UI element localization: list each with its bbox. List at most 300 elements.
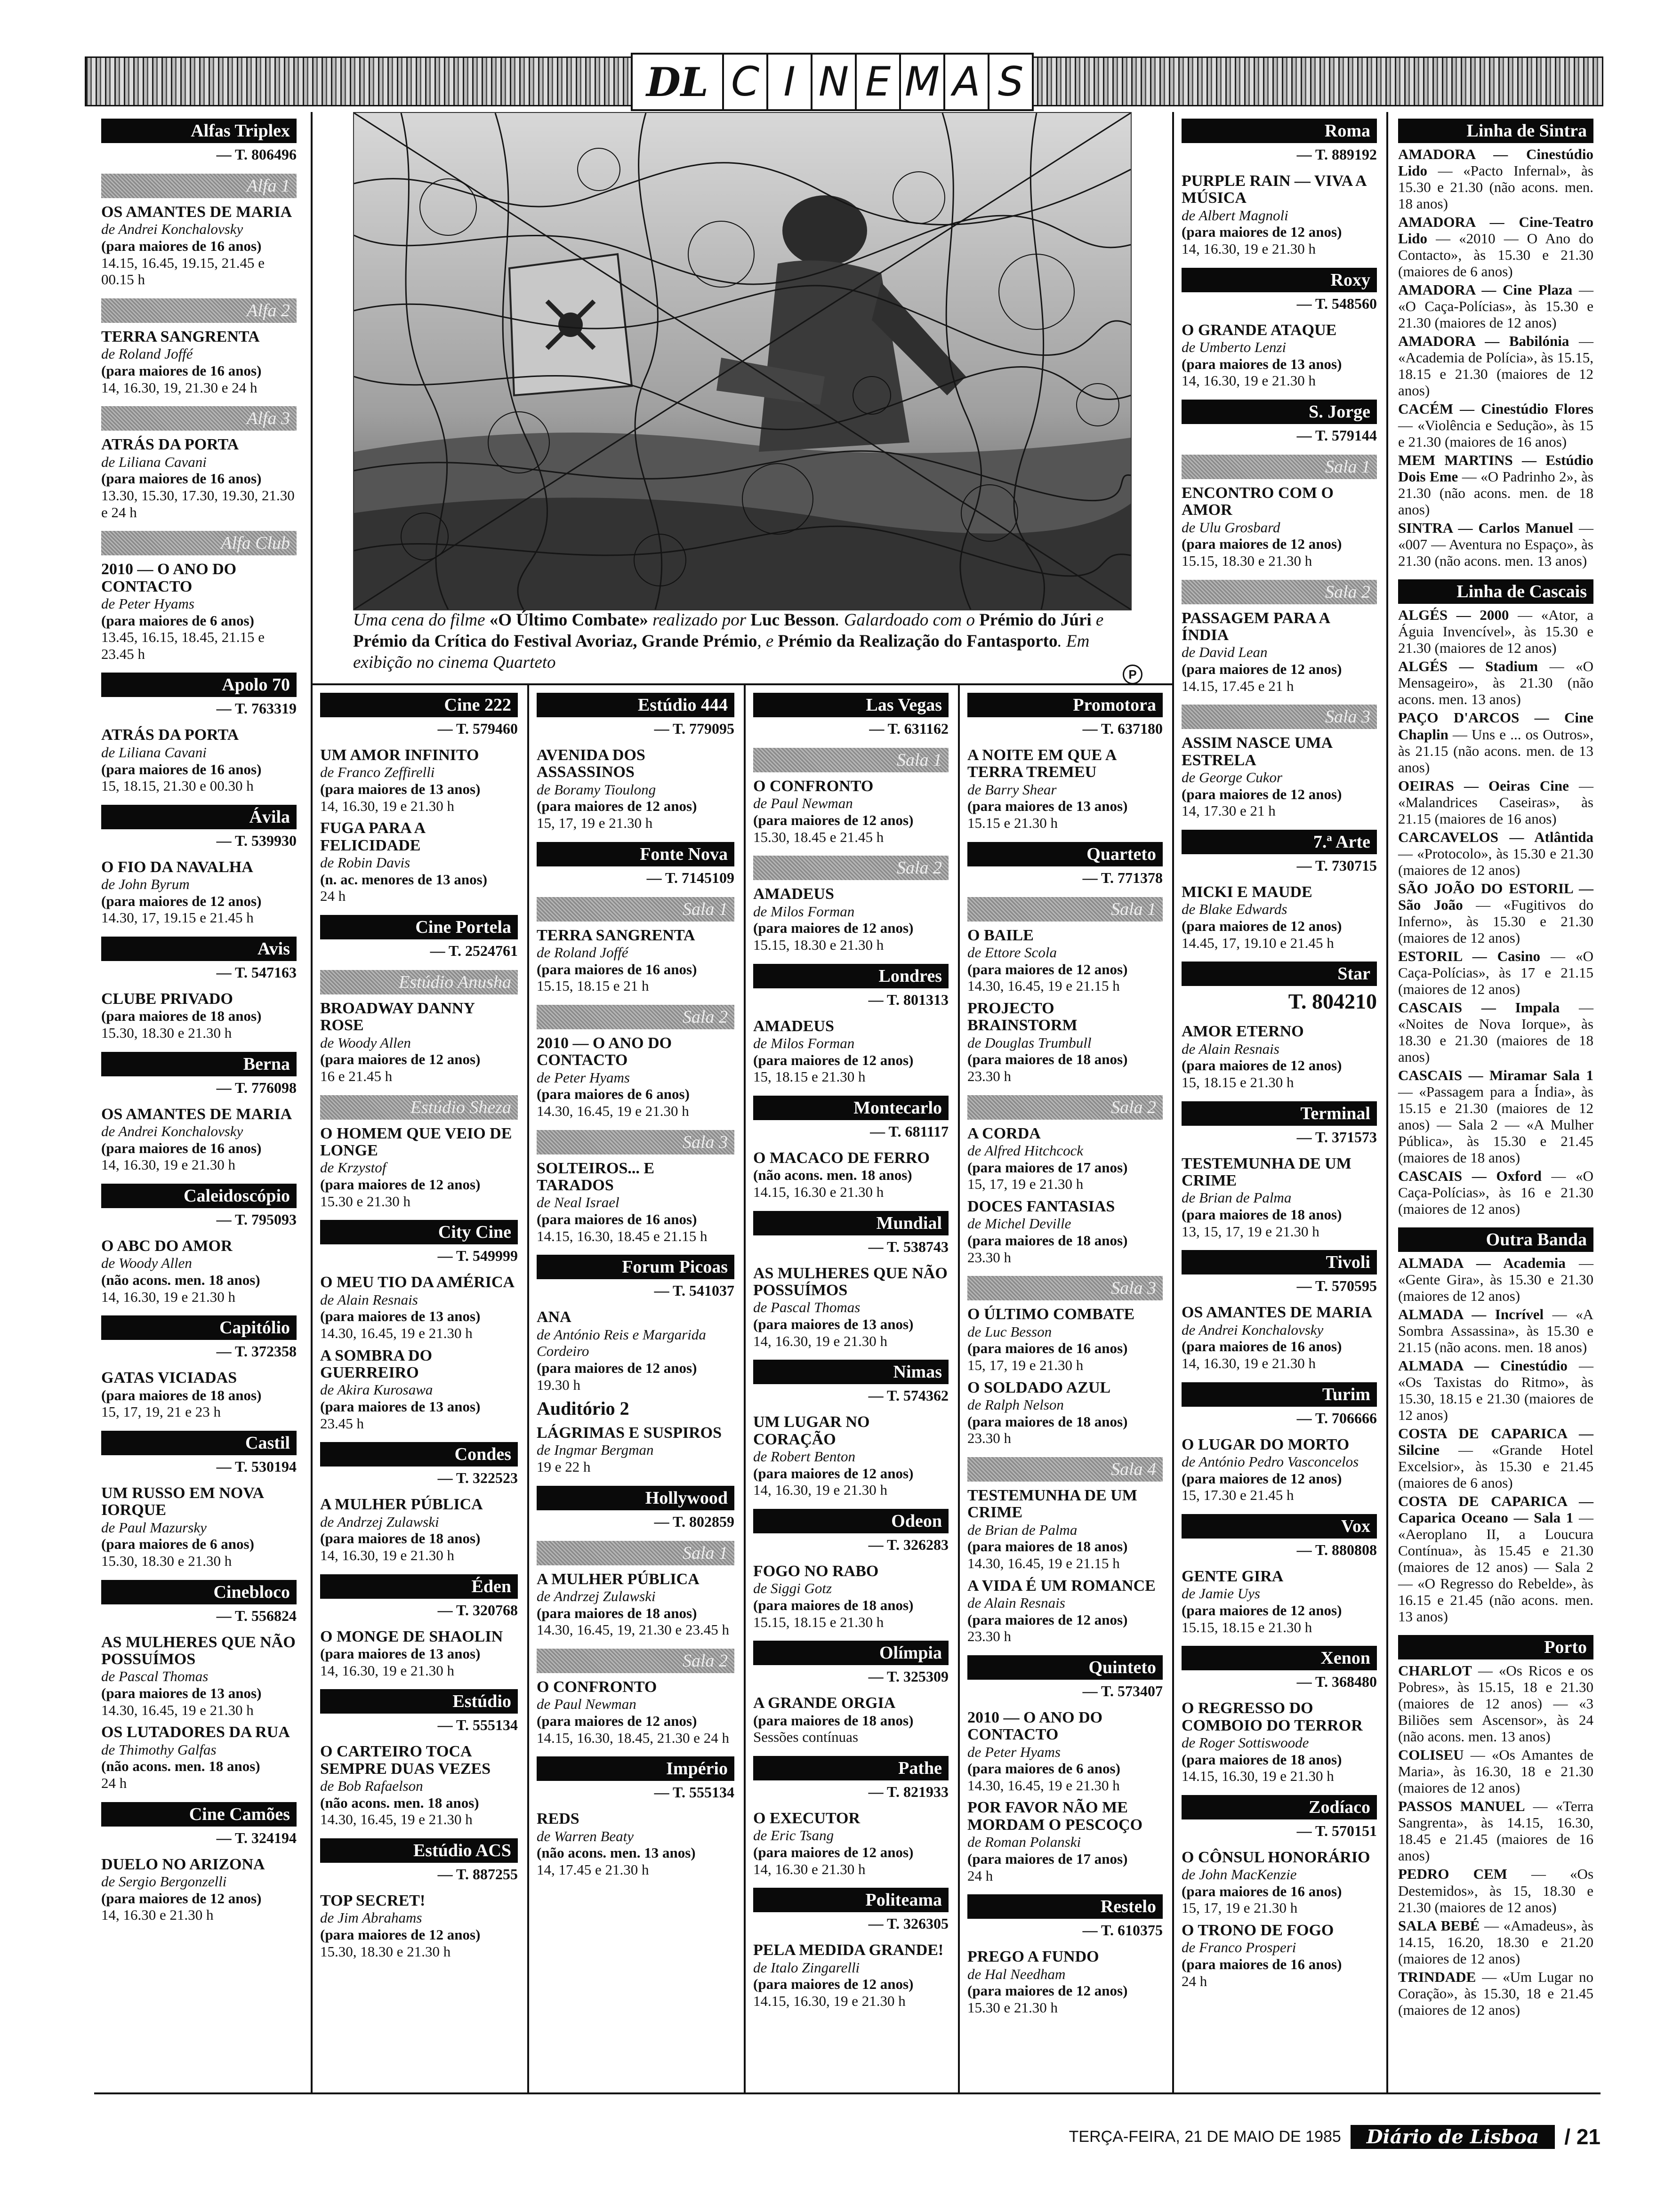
age-rating: (para maiores de 12 anos) [753,1976,914,1993]
film-director: de Hal Needham [967,1965,1066,1982]
cinema-phone: T. 804210 [1288,989,1377,1014]
showtimes: 24 h [101,1774,127,1791]
cinema-header: Olímpia [753,1641,949,1665]
film-title: LÁGRIMAS E SUSPIROS [537,1424,722,1442]
film-title: ATRÁS DA PORTA [101,436,239,454]
film-director: de António Pedro Vasconcelos [1182,1453,1359,1470]
cinema-header: Tivoli [1182,1250,1377,1274]
showtimes: 23.30 h [967,1068,1011,1084]
screen-header: Sala 1 [537,897,734,922]
film-director: de Andrei Konchalovsky [101,1123,243,1140]
film-title: A NOITE EM QUE A TERRA TREMEU [967,746,1116,781]
film-director: de Paul Newman [753,795,853,812]
cinema-phone: — T. 324194 [216,1829,297,1846]
cinema-phone: — T. 889192 [1296,146,1377,163]
caption-text: . Galardoado com o [835,610,980,630]
age-rating: (para maiores de 13 anos) [753,1315,914,1332]
film-director: de Brian de Palma [967,1521,1078,1538]
regional-venue: ALGÉS — 2000 [1398,607,1509,624]
cinema-header: Promotora [967,693,1163,717]
film-director: de Ralph Nelson [967,1396,1064,1413]
age-rating: (não acons. men. 13 anos) [537,1844,696,1861]
showtimes: 14, 16.30, 19 e 21.30 h [101,1156,236,1173]
regional-details: — «Terra Sangrenta», às 14.15, 16.30, 18.45 e 21.45 (maiores de 16 anos) [1398,1798,1593,1864]
showtimes: 14.30, 16.45, 19 e 21.30 h [101,1701,254,1718]
film-director: de Jamie Uys [1182,1585,1260,1602]
showtimes: 14, 16.30, 19 e 21.30 h [320,1547,455,1563]
age-rating: (para maiores de 17 anos) [967,1159,1128,1176]
showtimes: 14, 17.30 e 21 h [1182,802,1276,819]
cinema-header: Estúdio [320,1689,518,1714]
cinema-header: 7.ª Arte [1182,830,1377,854]
column-rule [527,685,529,2093]
screen-header: Sala 1 [967,897,1163,922]
regional-venue: AMADORA — Cine Plaza [1398,281,1573,298]
cinema-phone: — T. 320768 [437,1601,518,1619]
regional-listing [1398,214,1593,280]
regional-listing [1398,401,1593,450]
cinema-phone: — T. 771378 [1082,869,1163,886]
age-rating: (para maiores de 6 anos) [537,1086,690,1103]
age-rating: (para maiores de 13 anos) [101,1685,262,1702]
regional-venue: CARCAVELOS — Atlântida [1398,828,1593,845]
age-rating: (para maiores de 18 anos) [967,1413,1128,1430]
cinema-phone: — T. 549999 [437,1247,518,1265]
film-title: OS AMANTES DE MARIA [101,203,292,221]
film-title: AS MULHERES QUE NÃO POSSUÍMOS [753,1264,948,1299]
film-director: de Peter Hyams [537,1069,630,1086]
screen-header: Estúdio Sheza [320,1095,518,1120]
column-rule [1386,112,1388,2093]
film-director: de Peter Hyams [101,595,194,612]
regional-listing [1398,1168,1593,1217]
film-director: de Roland Joffé [537,944,628,961]
regional-details: — «O Padrinho 2», às 21.30 (não acons. men. de 18 anos) [1398,468,1593,518]
showtimes: 14.15, 16.30, 19 e 21.30 h [1182,1768,1334,1785]
showtimes: 23.30 h [967,1430,1011,1447]
film-director: de Pascal Thomas [101,1668,209,1685]
film-title: Auditório 2 [537,1398,629,1419]
age-rating: (para maiores de 12 anos) [753,1843,914,1860]
regional-venue: COLISEU [1398,1747,1464,1763]
showtimes: 24 h [320,888,346,905]
film-director: de Milos Forman [753,1034,855,1051]
photo-credit-mark: P [1123,665,1142,684]
cinema-header: Império [537,1756,734,1781]
film-title: O CONFRONTO [753,777,874,795]
film-title: TERRA SANGRENTA [537,926,695,944]
film-director: de Barry Shear [967,781,1057,798]
cinema-header: Star [1182,962,1377,986]
caption-film: «O Último Combate» [489,610,648,630]
cinema-phone: — T. 579460 [437,720,518,737]
showtimes: 14.30, 16.45, 19 e 21.15 h [967,978,1120,994]
showtimes: 19 e 22 h [537,1459,591,1475]
showtimes: 15, 18.15 e 21.30 h [1182,1074,1294,1090]
regional-listing [1398,1493,1593,1625]
age-rating: (para maiores de 16 anos) [101,1139,262,1156]
regional-listing [1398,1969,1593,2018]
screen-header: Sala 3 [1182,705,1377,729]
cinema-phone: — T. 539930 [216,832,297,849]
column-7 [1398,108,1593,2018]
regional-venue: MEM MARTINS — Estúdio Dois Eme [1398,452,1593,485]
film-director: de John Byrum [101,876,190,893]
cinema-phone: — T. 681117 [870,1122,949,1140]
cinema-header: Zodíaco [1182,1795,1377,1819]
film-director: de Robert Benton [753,1448,855,1465]
regional-details: — «Os Amantes de Maria», às 16.30, 18 e 21.30 (maiores de 12 anos) [1398,1747,1593,1796]
film-director: de Boramy Tioulong [537,781,656,798]
showtimes: 15, 17, 19 e 21.30 h [967,1356,1084,1373]
age-rating: (para maiores de 12 anos) [1182,918,1342,934]
cinema-phone: — T. 806496 [216,146,297,163]
cinema-header: Cine Portela [320,915,518,939]
film-director: de Peter Hyams [967,1743,1061,1760]
regional-listing [1398,281,1593,331]
cinema-phone: — T. 631162 [869,720,949,737]
cinema-header: Estúdio ACS [320,1838,518,1863]
regional-listing [1398,1067,1593,1166]
cinema-phone: — T. 372358 [216,1343,297,1360]
film-director: de Ingmar Bergman [537,1442,654,1459]
film-director: de Alain Resnais [967,1594,1065,1611]
film-title: AVENIDA DOS ASSASSINOS [537,746,645,781]
page-number: / 21 [1564,2124,1601,2149]
cinema-phone: — T. 326283 [868,1536,949,1553]
age-rating: (para maiores de 18 anos) [537,1604,697,1621]
showtimes: 15, 17, 19 e 21.30 h [967,1176,1084,1193]
cinema-phone: — T. 548560 [1296,295,1377,312]
cinema-phone: — T. 706666 [1296,1409,1377,1427]
showtimes: 15.15, 18.30 e 21.30 h [1182,553,1312,569]
age-rating: (para maiores de 12 anos) [967,1982,1128,1999]
column-rule [311,112,313,2093]
screen-header: Alfa 1 [101,174,297,198]
film-director: de Woody Allen [101,1255,192,1272]
film-director: de Liliana Cavani [101,744,207,761]
film-title: TOP SECRET! [320,1891,426,1909]
screen-header: Sala 1 [537,1541,734,1565]
film-title: O SOLDADO AZUL [967,1378,1111,1396]
film-title: TESTEMUNHA DE UM CRIME [1182,1154,1351,1189]
cinema-header: Capitólio [101,1315,297,1340]
cinema-phone: — T. 541037 [654,1282,734,1299]
cinema-phone: — T. 326305 [868,1915,949,1932]
showtimes: 15.30, 18.30 e 21.30 h [101,1025,232,1042]
age-rating: (para maiores de 12 anos) [1182,1470,1342,1487]
age-rating: (para maiores de 12 anos) [1182,224,1342,240]
age-rating: (para maiores de 16 anos) [537,1211,697,1228]
regional-venue: ALMADA — Academia [1398,1254,1566,1271]
age-rating: (para maiores de 18 anos) [967,1538,1128,1555]
regional-details: — «Academia de Polícia», às 15.15, 18.15 e 21.30 (maiores de 12 anos) [1398,333,1593,399]
film-director: de Andrei Konchalovsky [101,221,243,238]
regional-listing [1398,709,1593,775]
film-title: O REGRESSO DO COMBOIO DO TERROR [1182,1699,1363,1734]
age-rating: (para maiores de 12 anos) [320,1051,481,1068]
caption-text: e [1091,610,1104,630]
regional-listing [1398,1917,1593,1967]
regional-listing [1398,146,1593,212]
film-title: FUGA PARA A FELICIDADE [320,819,425,854]
showtimes: 14.30, 16.45, 19 e 21.30 h [537,1103,689,1119]
regional-venue: COSTA DE CAPARICA — Silcine [1398,1425,1593,1459]
regional-details: — «Fugitivos do Inferno», às 15.30 e 21.30 (maiores de 12 anos) [1398,896,1593,946]
showtimes: 14.15, 16.45, 19.15, 21.45 e 00.15 h [101,254,265,288]
film-title: GATAS VICIADAS [101,1369,237,1387]
film-title: PELA MEDIDA GRANDE! [753,1941,944,1959]
film-director: de Alain Resnais [1182,1040,1279,1057]
age-rating: (para maiores de 18 anos) [1182,1206,1342,1223]
regional-details: — Uns e ... os Outros», às 21.15 (não acons. men. de 13 anos) [1398,726,1593,776]
regional-venue: AMADORA — Cinestúdio Lido [1398,146,1593,179]
film-director: de Liliana Cavani [101,453,207,470]
showtimes: 23.30 h [967,1628,1011,1645]
cinema-header: Outra Banda [1398,1227,1593,1252]
cinema-header: Castil [101,1431,297,1455]
age-rating: (para maiores de 17 anos) [967,1850,1128,1867]
film-title: POR FAVOR NÃO ME MORDAM O PESCOÇO [967,1799,1143,1834]
film-title: ANA [537,1308,571,1326]
age-rating: (para maiores de 16 anos) [101,238,262,255]
age-rating: (para maiores de 18 anos) [101,1387,262,1403]
film-director: de Franco Prosperi [1182,1939,1296,1956]
regional-details: — «Protocolo», às 15.30 e 21.30 (maiores de 12 anos) [1398,845,1593,878]
film-director: de George Cukor [1182,769,1283,786]
regional-details: — «O Caça-Polícias», às 16 e 21.30 (maiores de 12 anos) [1398,1167,1594,1217]
cinema-phone: — T. 779095 [654,720,734,737]
cinema-phone: — T. 795093 [216,1211,297,1228]
regional-listing [1398,658,1593,707]
regional-details: — «A Sombra Assassina», às 15.30 e 21.15 (não acons. men. 18 anos) [1398,1306,1593,1356]
photo-caption [353,609,1134,673]
film-director: de Paul Mazursky [101,1519,207,1536]
regional-venue: CASCAIS — Oxford [1398,1167,1542,1184]
film-director: de Neal Israel [537,1194,619,1211]
cinema-phone: — T. 579144 [1296,426,1377,444]
regional-venue: PEDRO CEM [1398,1866,1507,1883]
dl-logo: DL [633,55,724,109]
age-rating: (para maiores de 12 anos) [537,1713,697,1730]
film-title: 2010 — O ANO DO CONTACTO [967,1708,1103,1744]
film-director: de Andrzej Zulawski [537,1588,656,1605]
masthead-letter: C [724,55,768,109]
showtimes: 14.30, 16.45, 19 e 21.30 h [320,1811,473,1828]
showtimes: 14, 16.30, 19, 21.30 e 24 h [101,379,257,396]
cinema-header: Quarteto [967,842,1163,866]
cinema-header: Cinebloco [101,1580,297,1604]
cinema-phone: — T. 325309 [868,1668,949,1685]
film-director: de Roland Joffé [101,345,193,362]
regional-listing [1398,1425,1593,1491]
age-rating: (para maiores de 6 anos) [967,1760,1120,1777]
screen-header: Sala 2 [753,856,949,880]
age-rating: (n. ac. menores de 13 anos) [320,871,488,888]
showtimes: 14.30, 17, 19.15 e 21.45 h [101,909,254,926]
section-masthead [631,53,1034,111]
film-title: UM LUGAR NO CORAÇÃO [753,1413,870,1448]
cinema-phone: — T. 821933 [868,1783,949,1800]
age-rating: (para maiores de 12 anos) [753,920,914,937]
masthead-letter: M [901,55,945,109]
showtimes: 14.30, 16.45, 19, 21.30 e 23.45 h [537,1621,730,1638]
cinema-header: S. Jorge [1182,400,1377,424]
film-title: A MULHER PÚBLICA [320,1496,483,1514]
film-director: de Eric Tsang [753,1827,834,1844]
cinema-header: Condes [320,1442,518,1467]
showtimes: 15.30, 18.45 e 21.45 h [753,828,884,845]
film-director: de Alfred Hitchcock [967,1142,1084,1159]
cinema-phone: — T. 570151 [1296,1822,1377,1839]
regional-venue: SÃO JOÃO DO ESTORIL — São João [1398,880,1593,913]
film-title: O BAILE [967,926,1034,944]
film-director: de Andrzej Zulawski [320,1513,439,1530]
cinema-header: Restelo [967,1894,1163,1919]
regional-details: — «O Caça-Polícias», às 15.30 e 21.30 (maiores de 12 anos) [1398,281,1594,331]
film-title: O LUGAR DO MORTO [1182,1435,1350,1453]
regional-details: — «Os Taxistas do Ritmo», às 15.30, 18.15 e 21.30 (maiores de 12 anos) [1398,1357,1593,1424]
cinema-phone: — T. 763319 [216,700,297,717]
caption-text: . Em exibição no cinema Quarteto [353,632,1090,673]
regional-venue: PASSOS MANUEL [1398,1798,1525,1815]
film-director: de Andrei Konchalovsky [1182,1321,1324,1338]
film-director: de Krzystof [320,1159,386,1176]
footer-date: TERÇA-FEIRA, 21 DE MAIO DE 1985 [1069,2127,1341,2146]
age-rating: (para maiores de 18 anos) [967,1051,1128,1068]
masthead-letter: I [768,55,812,109]
regional-venue: CASCAIS — Impala [1398,999,1560,1016]
regional-venue: PAÇO D'ARCOS — Cine Chaplin [1398,709,1593,743]
showtimes: 15.15, 18.15 e 21.30 h [1182,1619,1312,1635]
showtimes: 15.15, 18.30 e 21.30 h [753,936,884,953]
age-rating: (para maiores de 12 anos) [1182,1057,1342,1074]
cinema-header: Hollywood [537,1486,734,1510]
cinema-header: Cine 222 [320,693,518,717]
showtimes: 16 e 21.45 h [320,1068,393,1084]
age-rating: (para maiores de 12 anos) [101,892,262,909]
film-director: de Albert Magnoli [1182,207,1288,224]
showtimes: 23.30 h [967,1249,1011,1266]
regional-venue: ESTORIL — Casino [1398,947,1540,964]
film-director: de Robin Davis [320,854,410,871]
cinema-header: Londres [753,964,949,988]
cinema-header: Vox [1182,1514,1377,1539]
regional-venue: ALMADA — Cinestúdio [1398,1357,1568,1374]
regional-venue: OEIRAS — Oeiras Cine [1398,777,1569,794]
regional-venue: CASCAIS — Miramar Sala 1 [1398,1066,1593,1083]
film-title: PURPLE RAIN — VIVA A MÚSICA [1182,172,1366,207]
regional-listing [1398,333,1593,399]
film-title: O MEU TIO DA AMÉRICA [320,1274,515,1291]
showtimes: 14, 16.30, 19 e 21.30 h [753,1332,888,1349]
film-director: de Alain Resnais [320,1291,418,1308]
regional-listing [1398,1866,1593,1915]
cinema-header: City Cine [320,1220,518,1244]
film-title: TESTEMUNHA DE UM CRIME [967,1486,1137,1522]
regional-listing [1398,1357,1593,1423]
film-director: de Brian de Palma [1182,1189,1292,1206]
screen-header: Alfa Club [101,531,297,555]
film-title: O EXECUTOR [753,1809,861,1827]
cinema-phone: — T. 570595 [1296,1277,1377,1295]
film-title: A GRANDE ORGIA [753,1694,896,1712]
film-title: AMADEUS [753,885,834,903]
age-rating: (não acons. men. 18 anos) [101,1272,260,1289]
showtimes: 14.30, 16.45, 19 e 21.30 h [967,1777,1120,1794]
age-rating: (não acons. men. 18 anos) [101,1758,260,1775]
regional-venue: AMADORA — Babilónia [1398,333,1569,350]
age-rating: (para maiores de 12 anos) [753,1051,914,1068]
cinema-header: Alfas Triplex [101,119,297,143]
masthead-letter: A [945,55,989,109]
regional-venue: COSTA DE CAPARICA — Caparica Oceano — Sala 1 [1398,1493,1593,1526]
film-director: de Thimothy Galfas [101,1741,217,1758]
cinema-phone: — T. 887255 [437,1865,518,1883]
regional-details: — «007 — Aventura no Espaço», às 21.30 (não acons. men. 13 anos) [1398,520,1593,569]
column-6 [1182,108,1377,1989]
masthead-letter: N [812,55,857,109]
age-rating: (para maiores de 12 anos) [320,1176,481,1193]
regional-listing [1398,999,1593,1065]
film-title: BROADWAY DANNY ROSE [320,999,475,1034]
film-title: O MONGE DE SHAOLIN [320,1627,503,1645]
regional-listing [1398,829,1593,878]
showtimes: 14.15, 16.30, 18.45, 21.30 e 24 h [537,1729,730,1746]
age-rating: (para maiores de 12 anos) [753,812,914,829]
regional-listing [1398,777,1593,827]
film-title: DUELO NO ARIZONA [101,1855,265,1873]
cinema-header: Quinteto [967,1655,1163,1680]
cinema-phone: — T. 555134 [437,1716,518,1734]
film-director: de Blake Edwards [1182,901,1287,918]
film-title: SOLTEIROS... E TARADOS [537,1159,655,1194]
cinema-header: Terminal [1182,1101,1377,1126]
caption-award: Prémio do Júri [979,610,1092,630]
age-rating: (para maiores de 18 anos) [753,1596,914,1613]
cinema-phone: — T. 556824 [216,1607,297,1624]
regional-listing [1398,1255,1593,1304]
film-title: TERRA SANGRENTA [101,328,260,345]
film-title: GENTE GIRA [1182,1567,1284,1585]
caption-award: Prémio da Realização do Fantasporto [778,632,1058,651]
cinema-header: Roxy [1182,268,1377,292]
regional-details: — «Ator, a Águia Invencível», às 15.30 e 21.30 (maiores de 12 anos) [1398,607,1593,657]
masthead-letter: E [857,55,901,109]
regional-details: — «O Mensageiro», às 21.30 (não acons. men. 13 anos) [1398,658,1593,708]
regional-details: — «Pacto Infernal», às 15.30 e 21.30 (não acons. men. 18 anos) [1398,162,1593,212]
film-director: de Milos Forman [753,903,855,920]
cinema-header: Odeon [753,1509,949,1533]
cinema-phone: — T. 368480 [1296,1673,1377,1691]
age-rating: (para maiores de 6 anos) [101,612,254,629]
age-rating: (não acons. men. 18 anos) [753,1167,912,1184]
showtimes: 14, 16.30, 19 e 21.30 h [320,797,455,814]
regional-listing [1398,520,1593,569]
screen-header: Alfa 2 [101,298,297,323]
film-director: de John MacKenzie [1182,1866,1297,1883]
showtimes: 15, 17.30 e 21.45 h [1182,1487,1294,1504]
screen-header: Sala 2 [537,1005,734,1029]
age-rating: (para maiores de 18 anos) [967,1232,1128,1249]
cinema-header: Estúdio 444 [537,693,734,717]
age-rating: (para maiores de 18 anos) [753,1712,914,1729]
age-rating: (para maiores de 13 anos) [967,798,1128,815]
regional-details: — «Um Lugar no Coração», às 15.30, 18 e 21.45 (maiores de 12 anos) [1398,1968,1593,2018]
film-title: O HOMEM QUE VEIO DE LONGE [320,1124,512,1160]
showtimes: Sessões contínuas [753,1729,859,1746]
cinema-header: Montecarlo [753,1096,949,1120]
